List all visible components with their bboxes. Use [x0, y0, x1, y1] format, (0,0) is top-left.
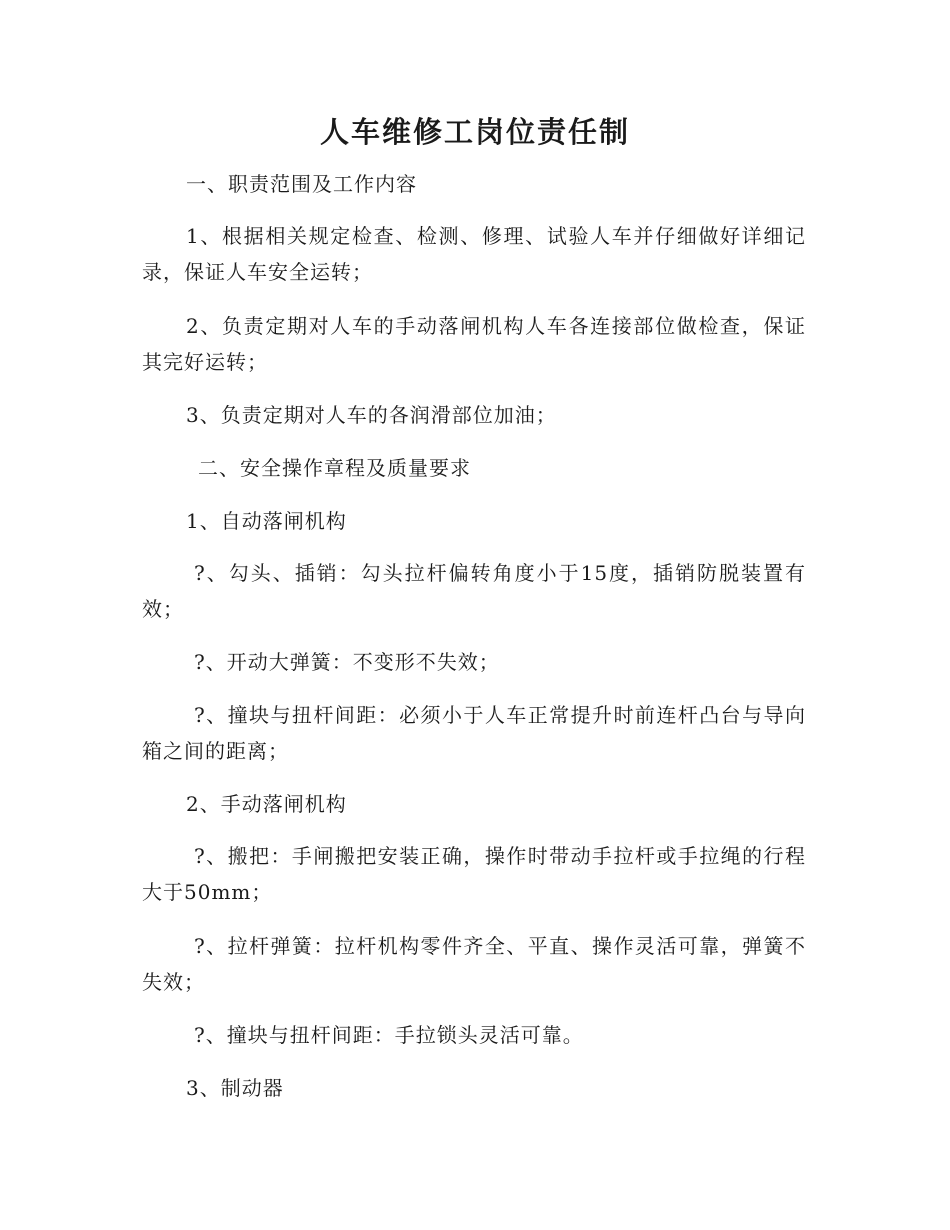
paragraph-item: ?、勾头、插销：勾头拉杆偏转角度小于15度，插销防脱装置有效； — [142, 561, 806, 621]
paragraph-item: ?、撞块与扭杆间距：必须小于人车正常提升时前连杆凸台与导向箱之间的距离； — [142, 703, 806, 763]
paragraph-item: 3、负责定期对人车的各润滑部位加油； — [186, 403, 557, 427]
paragraph-item: 1、根据相关规定检查、检测、修理、试验人车并仔细做好详细记录，保证人车安全运转； — [142, 224, 806, 284]
section-heading-safety: 二、安全操作章程及质量要求 — [198, 456, 471, 480]
paragraph-item: ?、搬把：手闸搬把安装正确，操作时带动手拉杆或手拉绳的行程大于50mm； — [142, 844, 806, 904]
paragraph-item: 2、负责定期对人车的手动落闸机构人车各连接部位做检查，保证其完好运转； — [142, 314, 806, 374]
paragraph-item: ?、拉杆弹簧：拉杆机构零件齐全、平直、操作灵活可靠，弹簧不失效； — [142, 934, 806, 994]
paragraph-item: ?、开动大弹簧：不变形不失效； — [194, 650, 500, 674]
subsection-heading-manual-brake: 2、手动落闸机构 — [186, 792, 347, 816]
subsection-heading-brake: 3、制动器 — [186, 1076, 284, 1100]
subsection-heading-auto-brake: 1、自动落闸机构 — [186, 509, 347, 533]
section-heading-responsibilities: 一、职责范围及工作内容 — [186, 172, 417, 196]
document-title: 人车维修工岗位责任制 — [319, 115, 630, 149]
paragraph-item: ?、撞块与扭杆间距：手拉锁头灵活可靠。 — [194, 1023, 584, 1047]
